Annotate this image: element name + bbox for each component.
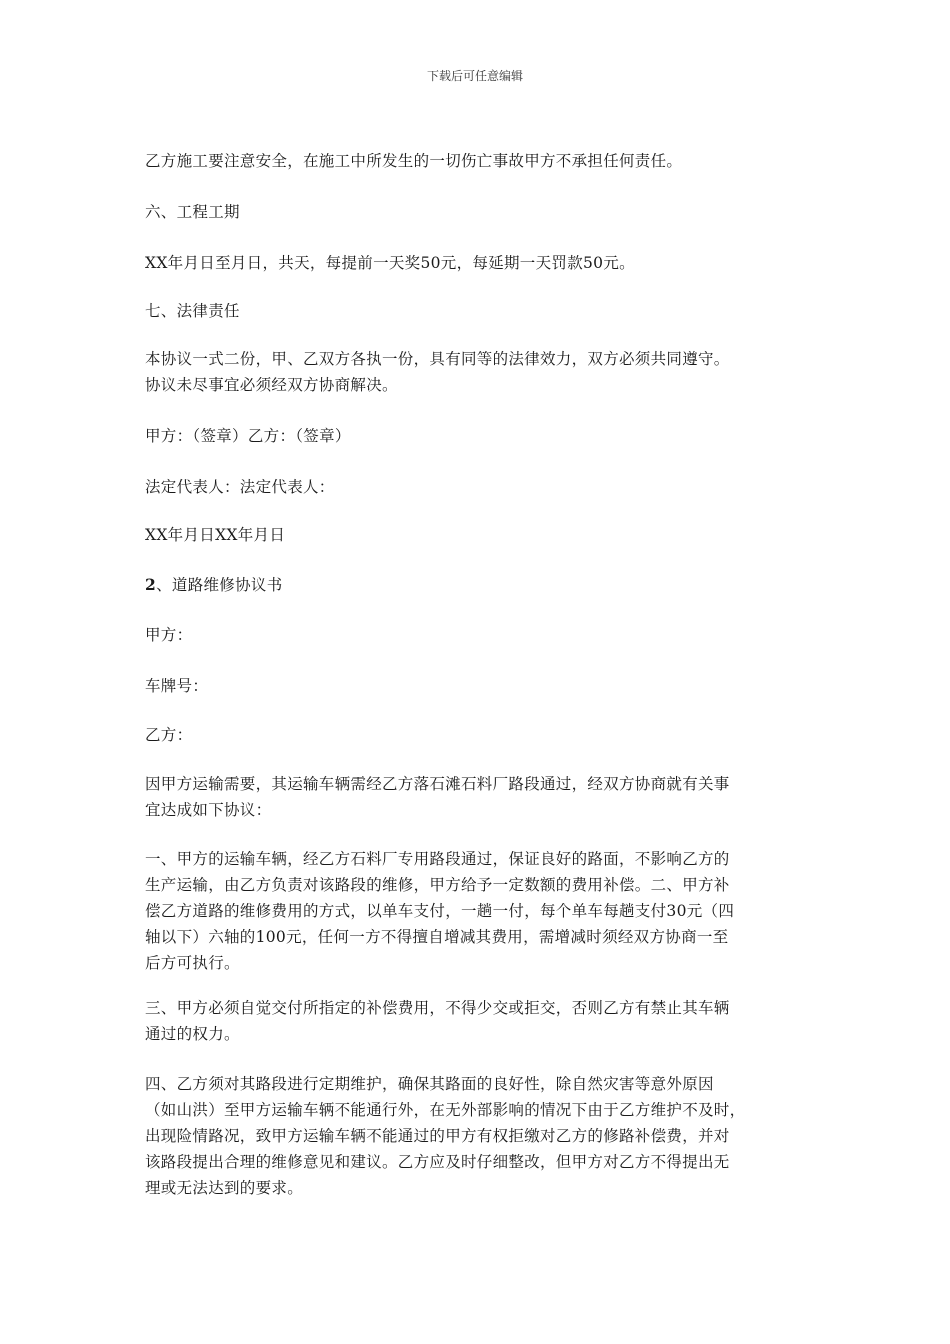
- party-a-field: 甲方：: [145, 626, 193, 644]
- paragraph-preamble: [145, 771, 810, 823]
- paragraph-line: 理或无法达到的要求。: [145, 1179, 304, 1197]
- section-title-text: 、道路维修协议书: [156, 576, 283, 594]
- paragraph-schedule: XX年月日至月日，共天，每提前一天奖50元，每延期一天罚款50元。: [145, 254, 635, 272]
- paragraph-line: 协议未尽事宜必须经双方协商解决。: [145, 376, 398, 394]
- section-number: 2: [145, 575, 157, 594]
- party-b-field: 乙方：: [145, 726, 193, 744]
- paragraph-line: 四、乙方须对其路段进行定期维护，确保其路面的良好性，除自然灾害等意外原因: [145, 1075, 714, 1093]
- section-heading-legal: 七、法律责任: [145, 302, 240, 320]
- section-heading-schedule: 六、工程工期: [145, 203, 240, 221]
- legal-representative-line: 法定代表人：法定代表人：: [145, 478, 335, 496]
- paragraph-line: 轴以下）六轴的100元，任何一方不得擅自增减其费用，需增减时须经双方协商一至: [145, 928, 729, 946]
- paragraph-line: 宜达成如下协议：: [145, 801, 272, 819]
- paragraph-line: 通过的权力。: [145, 1025, 240, 1043]
- paragraph-line: 三、甲方必须自觉交付所指定的补偿费用，不得少交或拒交，否则乙方有禁止其车辆: [145, 999, 730, 1017]
- paragraph-clause-3: [145, 995, 810, 1047]
- section-title-road-maintenance: [145, 572, 810, 598]
- paragraph-line: 出现险情路况，致甲方运输车辆不能通过的甲方有权拒缴对乙方的修路补偿费，并对: [145, 1127, 730, 1145]
- paragraph-line: 生产运输，由乙方负责对该路段的维修，甲方给予一定数额的费用补偿。二、甲方补: [145, 876, 730, 894]
- plate-number-field: 车牌号：: [145, 677, 209, 695]
- signature-line: 甲方：（签章）乙方：（签章）: [145, 427, 351, 445]
- paragraph-line: 偿乙方道路的维修费用的方式，以单车支付，一趟一付，每个单车每趟支付30元（四: [145, 902, 735, 920]
- paragraph-clause-4: [145, 1071, 810, 1201]
- page-header-note: 下载后可任意编辑: [426, 69, 523, 83]
- paragraph-clause-1-2: [145, 846, 810, 976]
- paragraph-line: 该路段提出合理的维修意见和建议。乙方应及时仔细整改，但甲方对乙方不得提出无: [145, 1153, 730, 1171]
- paragraph-line: 本协议一式二份，甲、乙双方各执一份，具有同等的法律效力，双方必须共同遵守。: [145, 350, 730, 368]
- paragraph-line: （如山洪）至甲方运输车辆不能通行外，在无外部影响的情况下由于乙方维护不及时，: [145, 1101, 746, 1119]
- date-line: XX年月日XX年月日: [145, 526, 286, 544]
- paragraph-line: 一、甲方的运输车辆，经乙方石料厂专用路段通过，保证良好的路面，不影响乙方的: [145, 850, 730, 868]
- paragraph-safety: 乙方施工要注意安全，在施工中所发生的一切伤亡事故甲方不承担任何责任。: [145, 152, 683, 170]
- paragraph-line: 因甲方运输需要，其运输车辆需经乙方落石滩石料厂路段通过，经双方协商就有关事: [145, 775, 730, 793]
- paragraph-legal: [145, 346, 810, 398]
- paragraph-line: 后方可执行。: [145, 954, 240, 972]
